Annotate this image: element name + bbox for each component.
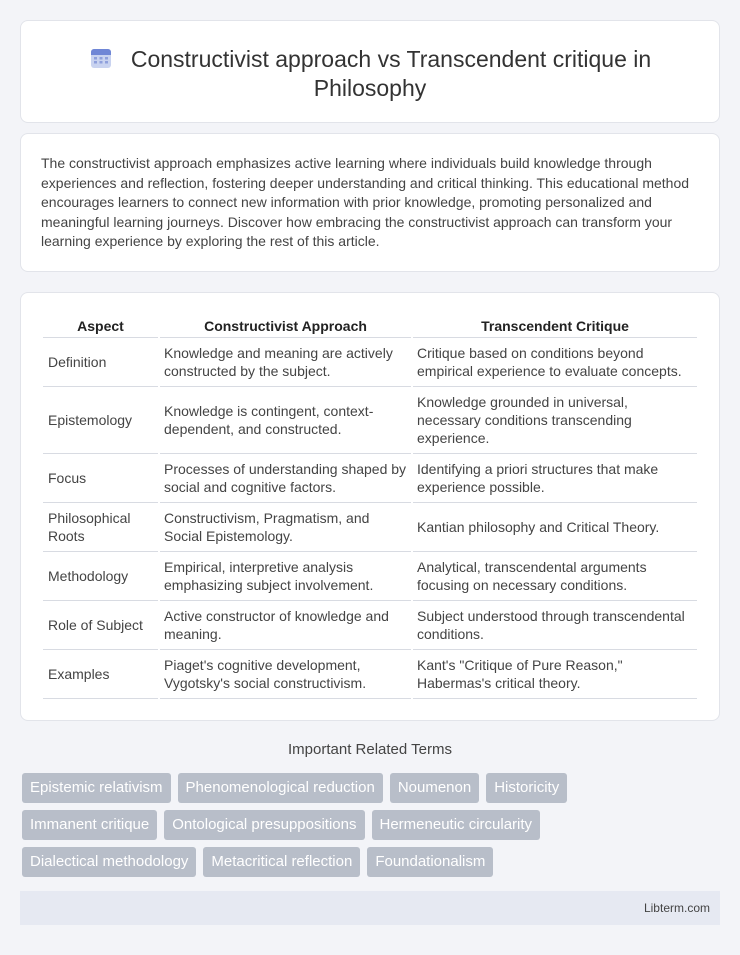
row-aspect: Examples — [43, 649, 159, 698]
row-aspect: Methodology — [43, 551, 159, 600]
row-aspect: Definition — [43, 337, 159, 386]
table-row — [43, 649, 697, 698]
tag-immanent-critique[interactable]: Immanent critique — [22, 810, 157, 840]
row-aspect: Role of Subject — [43, 600, 159, 649]
intro-text: The constructivist approach emphasizes active learning where individuals build knowledge through experiences and reflection, fostering deeper understanding and critical thinking. This educational method encourages learners to connect new information with prior knowledge, promoting personalized and meaningful learning journeys. Discover how embracing the constructivist approach can transform your learning experience by exploring the rest of this article. — [41, 155, 690, 250]
footer-brand-link[interactable]: Libterm.com — [643, 901, 710, 915]
tag-ontological-presuppositions[interactable]: Ontological presuppositions — [164, 810, 364, 840]
row-transcendent: Kantian philosophy and Critical Theory. — [412, 502, 697, 551]
comparison-table-card — [20, 292, 720, 721]
tag-noumenon[interactable]: Noumenon — [390, 773, 479, 803]
tag-row — [22, 773, 622, 803]
table-row — [43, 502, 697, 551]
row-transcendent: Kant's "Critique of Pure Reason," Habermas's critical theory. — [412, 649, 697, 698]
tag-hermeneutic-circularity[interactable]: Hermeneutic circularity — [372, 810, 541, 840]
row-transcendent: Identifying a priori structures that make experience possible. — [412, 453, 697, 502]
tag-phenomenological-reduction[interactable]: Phenomenological reduction — [178, 773, 383, 803]
row-constructivist: Knowledge and meaning are actively constructed by the subject. — [159, 337, 412, 386]
related-terms-title: Important Related Terms — [288, 741, 452, 758]
table-row — [43, 337, 697, 386]
table-row — [43, 551, 697, 600]
row-aspect: Epistemology — [43, 386, 159, 453]
row-aspect: Focus — [43, 453, 159, 502]
comparison-table — [43, 315, 697, 699]
row-transcendent: Subject understood through transcendental conditions. — [412, 600, 697, 649]
row-transcendent: Analytical, transcendental arguments focusing on necessary conditions. — [412, 551, 697, 600]
row-constructivist: Empirical, interpretive analysis emphasizing subject involvement. — [159, 551, 412, 600]
footer — [20, 891, 720, 925]
row-constructivist: Piaget's cognitive development, Vygotsky's social constructivism. — [159, 649, 412, 698]
related-terms — [22, 773, 622, 884]
page-title-wrap — [21, 45, 719, 103]
tag-dialectical-methodology[interactable]: Dialectical methodology — [22, 847, 196, 877]
table-row — [43, 453, 697, 502]
row-constructivist: Active constructor of knowledge and meaning. — [159, 600, 412, 649]
page-title: Constructivist approach vs Transcendent critique in Philosophy — [130, 46, 652, 101]
tag-row — [22, 810, 622, 840]
tag-metacritical-reflection[interactable]: Metacritical reflection — [203, 847, 360, 877]
intro-card — [20, 133, 720, 272]
tag-historicity[interactable]: Historicity — [486, 773, 567, 803]
row-aspect: Philosophical Roots — [43, 502, 159, 551]
table-row — [43, 386, 697, 453]
header-transcendent: Transcendent Critique — [412, 315, 697, 337]
tag-row — [22, 847, 622, 877]
calendar-icon — [89, 46, 113, 70]
header-card — [20, 20, 720, 123]
header-aspect: Aspect — [43, 315, 159, 337]
row-constructivist: Constructivism, Pragmatism, and Social Epistemology. — [159, 502, 412, 551]
table-header-row — [43, 315, 697, 337]
table-row — [43, 600, 697, 649]
row-transcendent: Critique based on conditions beyond empirical experience to evaluate concepts. — [412, 337, 697, 386]
row-constructivist: Processes of understanding shaped by social and cognitive factors. — [159, 453, 412, 502]
header-constructivist: Constructivist Approach — [159, 315, 412, 337]
row-constructivist: Knowledge is contingent, context-dependent, and constructed. — [159, 386, 412, 453]
tag-epistemic-relativism[interactable]: Epistemic relativism — [22, 773, 171, 803]
row-transcendent: Knowledge grounded in universal, necessary conditions transcending experience. — [412, 386, 697, 453]
tag-foundationalism[interactable]: Foundationalism — [367, 847, 493, 877]
